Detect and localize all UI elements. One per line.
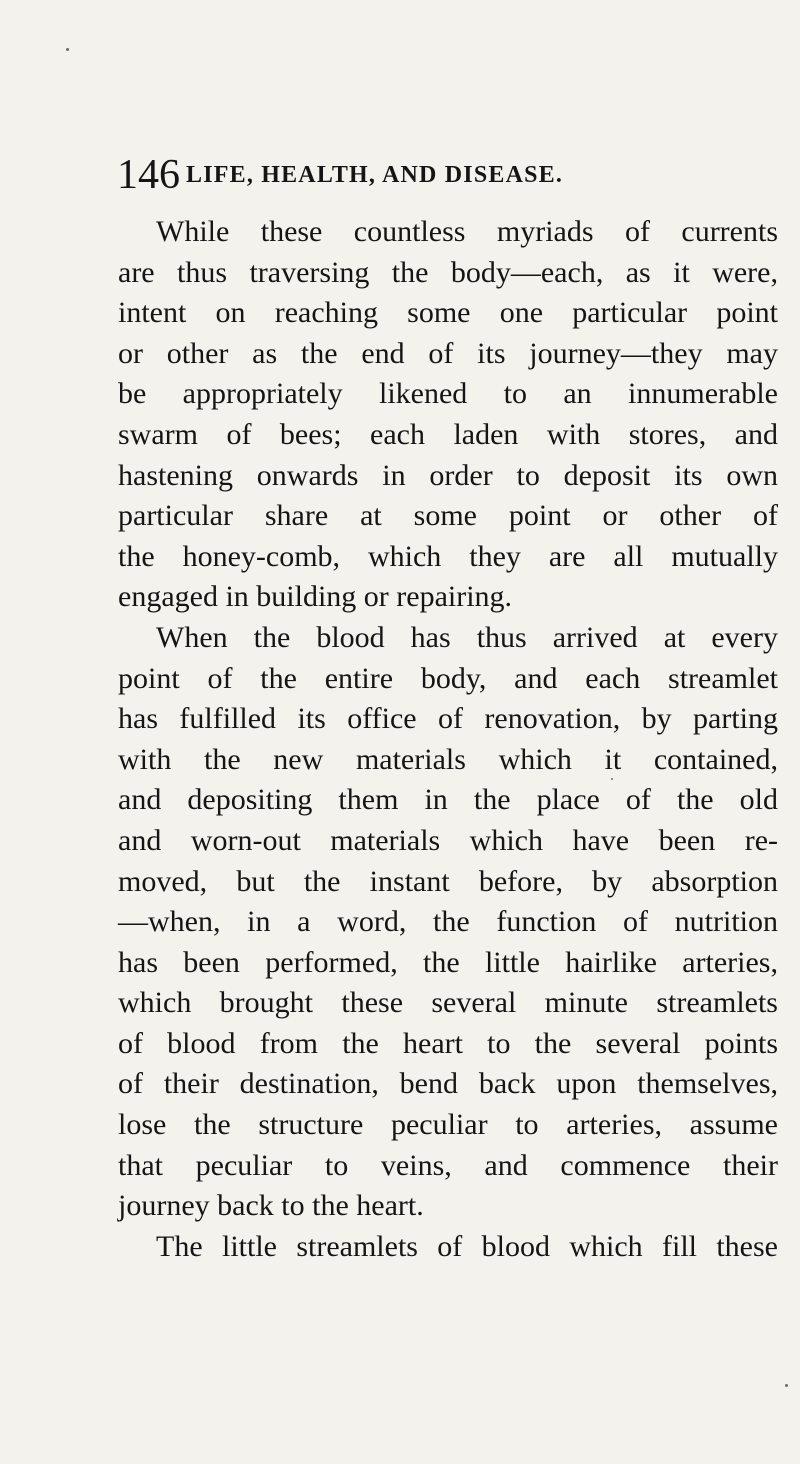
text-line: has been performed, the little hairlike arteries,: [118, 945, 778, 979]
text-line: and depositing them in the place of the old: [118, 783, 778, 817]
text-line: be appropriately likened to an innumerable: [118, 377, 778, 411]
text-line: lose the structure peculiar to arteries, assume: [118, 1108, 778, 1142]
text-line: The little streamlets of blood which fill these: [156, 1229, 778, 1263]
page-number: 146: [117, 152, 180, 198]
page-header: [117, 150, 777, 200]
text-line: that peculiar to veins, and commence their: [118, 1148, 778, 1182]
text-line: of blood from the heart to the several points: [118, 1026, 778, 1060]
text-line: When the blood has thus arrived at every: [156, 620, 778, 654]
text-line: the honey-comb, which they are all mutually: [118, 539, 778, 573]
paper-speck: [66, 48, 69, 51]
paper-speck: [611, 778, 613, 780]
text-line: intent on reaching some one particular point: [118, 296, 778, 330]
text-line: swarm of bees; each laden with stores, and: [118, 417, 778, 451]
body-text: [118, 212, 778, 1267]
text-line: particular share at some point or other of: [118, 499, 778, 533]
text-line: which brought these several minute streamlets: [118, 986, 778, 1020]
text-line: hastening onwards in order to deposit its own: [118, 458, 778, 492]
paper-speck: [785, 1384, 788, 1387]
text-line: and worn-out materials which have been re-: [118, 823, 778, 857]
text-line: moved, but the instant before, by absorption: [118, 864, 778, 898]
text-line: or other as the end of its journey—they may: [118, 336, 778, 370]
text-line: has fulfilled its office of renovation, by parting: [118, 702, 778, 736]
text-line: engaged in building or repairing.: [118, 580, 513, 614]
text-line: point of the entire body, and each streamlet: [118, 661, 778, 695]
text-line: are thus traversing the body—each, as it were,: [118, 255, 778, 289]
text-line: While these countless myriads of currents: [156, 215, 778, 248]
text-line: —when, in a word, the function of nutrition: [118, 905, 778, 939]
text-line: journey back to the heart.: [118, 1189, 424, 1223]
text-line: of their destination, bend back upon themselves,: [118, 1067, 778, 1101]
running-head: LIFE, HEALTH, AND DISEASE.: [186, 162, 564, 188]
text-line: with the new materials which it contained,: [118, 742, 778, 776]
